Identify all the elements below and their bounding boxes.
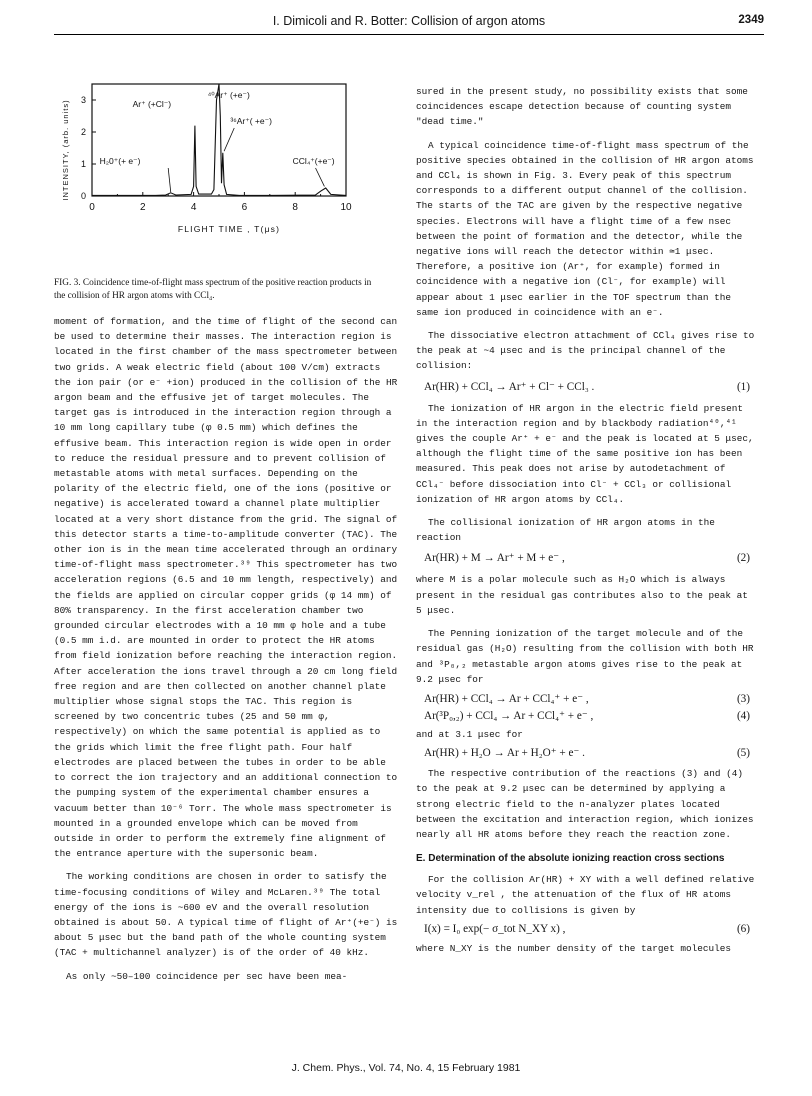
equation-6-number: (6) [736,922,750,935]
left-paragraph-1: moment of formation, and the time of flight of the second can be used to determine their masses. The interaction region is located in the first chamber of the mass spectrometer between two grids. A weak electric field (about 100 V/cm) extracts the ion pair (or e⁻ +ion) produced in the collision of the HR argon beam and the effusive jet of target molecules. The target gas is introduced in the interaction region through a 10 mm long capillary tube (φ 0.5 mm) which defines the effusive beam. This interaction region is wide open in order to reduce the residual pressure and to prevent collision of metastable atoms with metal surfaces. Depending on the polarity of the electric field, one of the ions (positive or negative) is accelerated toward a channel plate multiplier located at a very short distance from the grid. The signal of this detector starts a time-to-amplitude converter (TAC). The other ion is in the mean time accelerated through an ordinary time-of-flight mass spectrometer.³⁹ This spectrometer has two acceleration regions (6.5 and 10 mm length, respectively) and the fields are applied on circular copper grids (φ 14 mm) of 80% transparency. In the first acceleration chamber two grounded circular electrodes with a 10 mm φ hole and a tube (0.5 mm i.d. are mounted in order to protect the HR atoms from field ionization before reaching the interaction region. After acceleration the ions travel through a 20 cm long field free region and are then collected on another channel plate multiplier whose signal stops the TAC. This region is screened by two concentric tubes (25 and 50 mm φ, respectively) on which the same potential is applied as to the grids which limit the free flight path. Four half electrodes are placed between the tubes in order to be able to correct the ion trajectory and an additional connection to the pumping system of the experimental chamber ensures a vacuum better than 10⁻⁶ Torr. The whole mass spectrometer is mounted in a grounded envelope which can be moved from outside in order to perform the extremely fine alignment of the entrance aperture with the supersonic beam. [54,316,398,860]
equation-5-number: (5) [736,747,750,760]
x-tick-label: 8 [292,202,298,213]
annotation-leader [316,168,325,186]
right-column [416,84,756,956]
left-paragraph-3: As only ~50–100 coincidence per sec have been mea- [66,970,348,982]
x-tick-label: 10 [340,202,352,213]
peak-annotation: CCl₄⁺(+e⁻) [292,156,335,166]
peak-annotation: H₂0⁺(+ e⁻) [99,156,141,166]
page-number: 2349 [738,14,764,26]
equation-6-body: I(x) = I₀ exp(− σ_tot N_XY x) , [424,922,566,935]
right-paragraph-3: The dissociative electron attachment of CCl₄ gives rise to the peak at ~4 μsec and is the principal channel of the collision: [416,330,755,372]
equation-3-body: Ar(HR) + CCl₄ → Ar + CCl₄⁺ + e⁻ , [424,692,589,705]
x-axis-label: FLIGHT TIME , T(μs) [177,224,281,234]
equation-4 [416,708,756,725]
peak-annotation: ³⁶Ar⁺( +e⁻) [230,116,272,126]
right-paragraph-2: A typical coincidence time-of-flight mass spectrum of the positive species obtained in the collision of HR argon atoms and CCl₄ is shown in Fig. 3. Every peak of this spectrum corresponds to a different output channel of the collision. The starts of the TAC are given by the respective negative species. Electrons will have a flight time of a few nsec between the point of formation and the detector, while the negative ions will reach the detector within ≃1 μsec. Therefore, a positive ion (Ar⁺, for example) formed in coincidence with a negative ion (Cl⁻, for example) will appear about 1 μsec earlier in the TOF spectrum than the same ion produced in coincidence with an e⁻. [416,139,754,318]
equation-4-body: Ar(³P₀,₂) + CCl₄ → Ar + CCl₄⁺ + e⁻ , [424,709,594,722]
y-axis-label: INTENSITY, (arb. units) [61,99,70,201]
annotation-leader [224,128,234,151]
y-tick-label: 0 [80,191,86,201]
right-paragraph-6: where M is a polar molecule such as H₂O which is always present in the residual gas contributes also to the peak at 5 μsec. [416,574,748,616]
x-tick-label: 2 [140,202,146,213]
section-heading-e: E. Determination of the absolute ionizing reaction cross sections [416,853,725,865]
spectrum-line [92,84,346,195]
right-paragraph-11: where N_XY is the number density of the target molecules [416,942,732,954]
equation-2-body: Ar(HR) + M → Ar⁺ + M + e⁻ , [424,552,565,565]
x-tick-label: 0 [89,202,95,213]
right-paragraph-4: The ionization of HR argon in the electric field present in the interaction region and by blackbody radiation⁴⁰,⁴¹ gives the couple Ar⁺ + e⁻ and the peak is located at 5 μsec, although the flight time of the same positive ion has been measured. This peak does not arise by autodetachment of CCl₄⁻ before dissociation into Cl⁻ + CCl₃ or collisional ionization of HR argon atoms by CCl₄. [416,402,754,505]
right-paragraph-8: and at 3.1 μsec for [416,728,523,740]
figure-3-chart [54,70,384,275]
right-paragraph-9: The respective contribution of the reactions (3) and (4) to the peak at 9.2 μsec can be determined by applying a strong electric field to the n-analyzer plates located between the excitation and interaction region, which ionizes nearly all HR atoms before they reach the reaction zone. [416,768,754,840]
equation-1 [416,379,756,396]
annotation-leader [168,168,171,192]
running-title: I. Dimicoli and R. Botter: Collision of argon atoms [272,14,546,28]
peak-annotation: Ar⁺ (+Cl⁻) [132,99,172,109]
equation-3-number: (3) [736,692,750,705]
right-paragraph-10: For the collision Ar(HR) + XY with a well defined relative velocity v_rel , the attenuation of the flux of HR atoms intensity due to collisions is given by [416,874,755,916]
x-tick-label: 4 [190,202,197,213]
equation-2 [416,550,756,567]
journal-footer: J. Chem. Phys., Vol. 74, No. 4, 15 February 1981 [291,1062,521,1074]
right-paragraph-5: The collisional ionization of HR argon atoms in the reaction [416,517,715,544]
equation-5-body: Ar(HR) + H₂O → Ar + H₂O⁺ + e⁻ . [424,747,585,760]
x-tick-label: 6 [241,202,248,213]
equation-5 [416,745,756,762]
equation-1-number: (1) [736,380,750,393]
equation-6 [416,921,756,938]
y-tick-label: 1 [80,159,86,169]
y-tick-label: 3 [80,95,86,105]
running-header [54,14,764,34]
left-column [54,314,400,984]
right-paragraph-7: The Penning ionization of the target molecule and of the residual gas (H₂O) resulting from the collision with both HR and ³P₀,₂ metastable argon atoms gives rise to the peak at 9.2 μsec for [416,628,754,685]
equation-3 [416,691,756,708]
left-paragraph-2: The working conditions are chosen in order to satisfy the time-focusing conditions of Wiley and McLaren.³⁹ The total energy of the ions is ~600 eV and the overall resolution obtained is about 50. A typical time of flight of Ar⁺(+e⁻) is about 5 μsec but the band path of the whole counting system (TAC + multichannel analyzer) is of the order of 40 kHz. [54,871,398,959]
equation-4-number: (4) [736,709,750,722]
figure-caption: FIG. 3. Coincidence time-of-flight mass spectrum of the positive reaction products in the collision of HR argon atoms with CCl₄. [54,278,372,301]
y-tick-label: 2 [80,127,86,137]
peak-annotation: ⁴⁰Ar⁺ (+e⁻) [207,90,250,100]
right-paragraph-1: sured in the present study, no possibility exists that some coincidences escape detection because of counting system "dead time." [416,86,748,128]
equation-2-number: (2) [736,552,750,565]
header-rule [54,34,764,35]
plot-frame [92,84,346,196]
equation-1-body: Ar(HR) + CCl₄ → Ar⁺ + Cl⁻ + CCl₃ . [424,380,595,393]
